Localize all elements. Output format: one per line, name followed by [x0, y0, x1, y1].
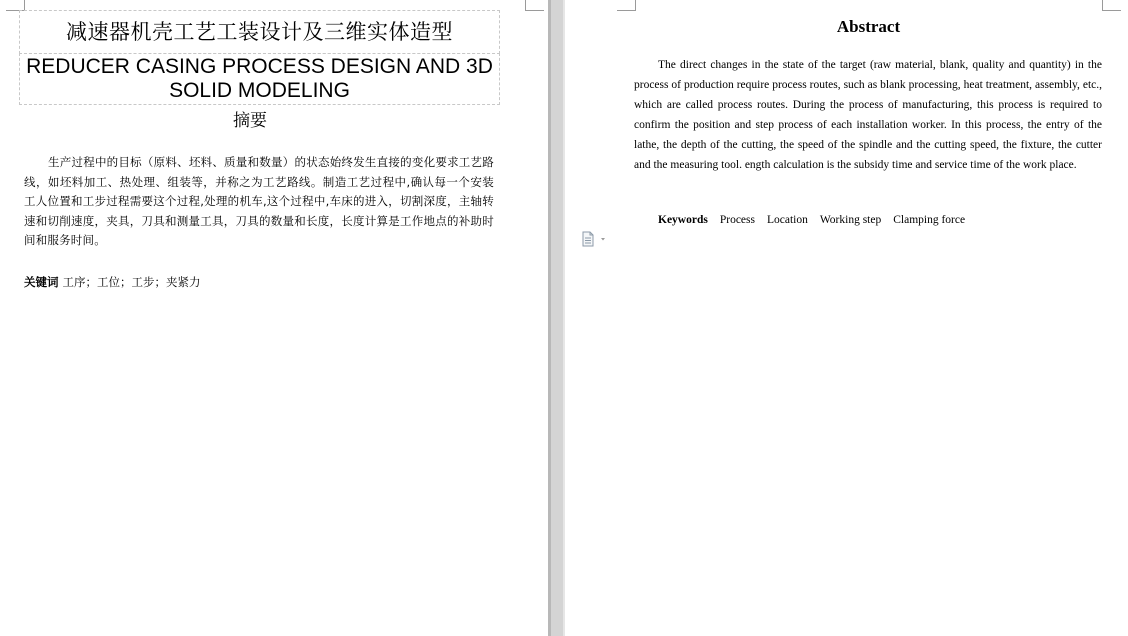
page-gutter [548, 0, 565, 636]
chinese-title: 减速器机壳工艺工装设计及三维实体造型 [66, 20, 453, 44]
english-keywords[interactable] [658, 210, 977, 230]
english-abstract-heading: Abstract [836, 17, 901, 36]
english-keywords-label: Keywords [658, 214, 708, 226]
english-title-box[interactable] [19, 53, 500, 105]
chinese-abstract-body[interactable]: 生产过程中的目标（原料、坯料、质量和数量）的状态始终发生直接的变化要求工艺路线，如坯料加工、热处理、组装等，并称之为工艺路线。制造工艺过程中,确认每一个安装工人位置和工步过程需要这个过程,处理的机车,这个过程中,车床的进入，切割深度，主轴转速和切削速度，夹具，刀具和测量工具，刀具的数量和长度，长度计算是工作地点的补助时间和服务时间。 [24, 155, 494, 247]
paste-options-button[interactable] [580, 230, 610, 248]
english-title: REDUCER CASING PROCESS DESIGN AND 3D SOLID MODELING [26, 55, 493, 102]
crop-mark-top-left [617, 0, 636, 11]
document-page-right [565, 0, 1128, 636]
keyword-item: Process [719, 214, 755, 226]
crop-mark-top-right [1102, 0, 1121, 11]
paste-options-icon [580, 230, 610, 248]
english-abstract-body[interactable]: The direct changes in the state of the target (raw material, blank, quality and quantity) in the process of production require process routes, such as blank processing, heat treatment, assembly, etc., which are called process routes. During the process of manufacturing, this process is required to confirm the position and step process of each installation worker. In this process, the entry of the lathe, the depth of the cutting, the speed of the spindle and the cutting speed, the fixture, the cutter and the measuring tool. ength calculation is the subsidy time and service time of the work place. [634, 59, 1102, 171]
chinese-keywords[interactable] [24, 273, 201, 291]
chinese-keywords-text: 工序；工位；工步；夹紧力 [62, 275, 201, 289]
document-page-left [0, 0, 548, 636]
chinese-keywords-label: 关键词 [24, 275, 59, 289]
chinese-abstract-heading: 摘要 [233, 111, 267, 131]
keyword-item: Clamping force [893, 214, 966, 226]
crop-mark-top-right [525, 0, 544, 11]
chinese-title-box[interactable] [19, 10, 500, 54]
keyword-item: Working step [819, 214, 882, 226]
keyword-item: Location [766, 214, 808, 226]
